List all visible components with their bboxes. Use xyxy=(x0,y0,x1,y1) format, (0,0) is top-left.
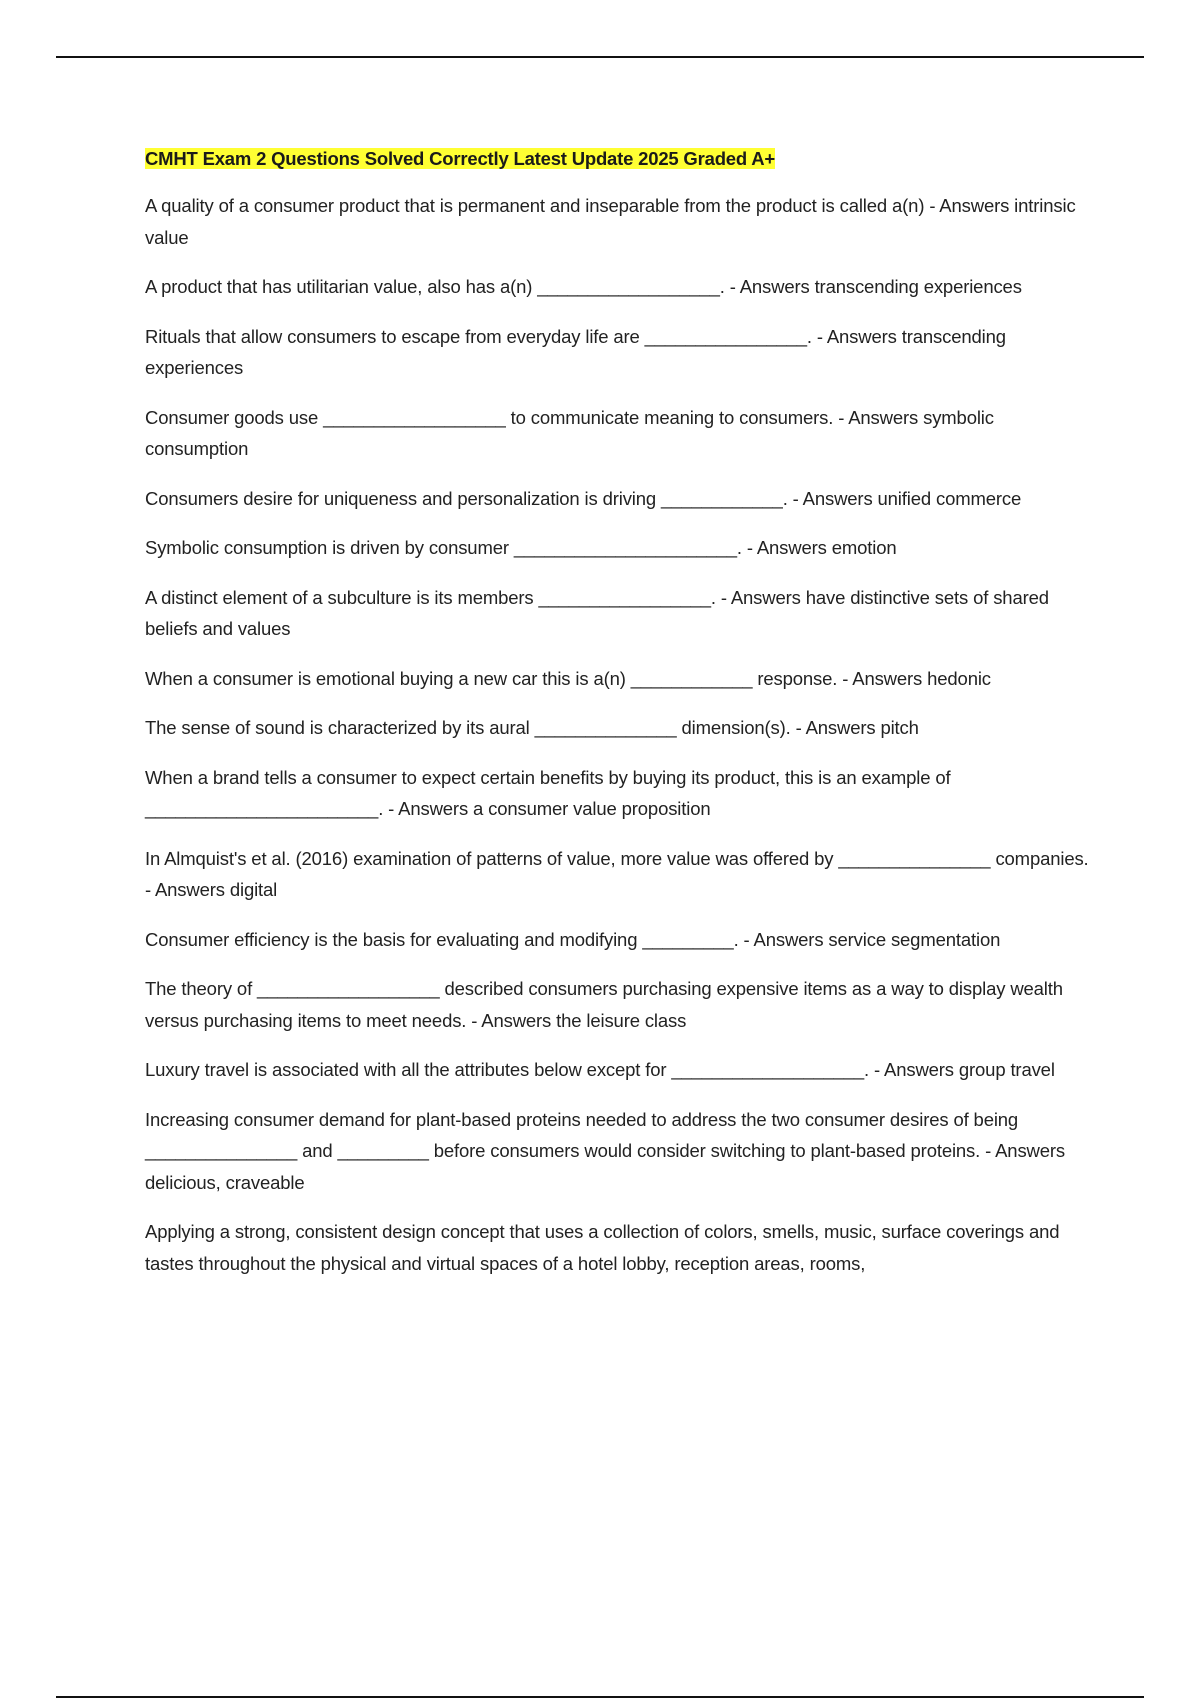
qa-item: Luxury travel is associated with all the attributes below except for ___________________. - Answers group travel xyxy=(145,1059,1055,1080)
qa-item: A quality of a consumer product that is permanent and inseparable from the product is called a(n) - Answers intrinsic value xyxy=(145,195,1076,248)
document-body xyxy=(145,144,1090,1297)
qa-item: The theory of __________________ described consumers purchasing expensive items as a way to display wealth versus purchasing items to meet needs. - Answers the leisure class xyxy=(145,978,1063,1031)
qa-item: Consumer efficiency is the basis for evaluating and modifying _________. - Answers service segmentation xyxy=(145,928,1001,950)
qa-item: Rituals that allow consumers to escape from everyday life are ________________. - Answers transcending experiences xyxy=(145,325,1006,378)
qa-item: A product that has utilitarian value, also has a(n) __________________. - Answers transcending experiences xyxy=(145,276,1022,297)
title-block xyxy=(145,144,1090,176)
qa-item: In Almquist's et al. (2016) examination of patterns of value, more value was offered by _______________ companies. - Answers digital xyxy=(145,847,1089,900)
header-rule xyxy=(56,56,1144,58)
qa-item: Symbolic consumption is driven by consumer ______________________. - Answers emotion xyxy=(145,537,897,558)
qa-item: Consumers desire for uniqueness and personalization is driving ____________. - Answers unified commerce xyxy=(145,487,1022,509)
qa-item: Increasing consumer demand for plant-based proteins needed to address the two consumer desires of being _______________ and _________ before consumers would consider switching to plant-based proteins. - Answers delicious, craveable xyxy=(145,1108,1066,1193)
footer-rule xyxy=(56,1696,1144,1698)
qa-item: Consumer goods use __________________ to communicate meaning to consumers. - Answers symbolic consumption xyxy=(145,406,994,459)
qa-item: When a consumer is emotional buying a new car this is a(n) ____________ response. - Answers hedonic xyxy=(145,667,991,689)
document-title: CMHT Exam 2 Questions Solved Correctly Latest Update 2025 Graded A+ xyxy=(145,148,776,169)
qa-item: When a brand tells a consumer to expect certain benefits by buying its product, this is an example of _______________________. - Answers a consumer value proposition xyxy=(145,766,951,819)
qa-item: A distinct element of a subculture is its members _________________. - Answers have distinctive sets of shared beliefs and values xyxy=(145,586,1049,639)
qa-item: Applying a strong, consistent design concept that uses a collection of colors, smells, music, surface coverings and tastes throughout the physical and virtual spaces of a hotel lobby, reception areas, rooms, xyxy=(145,1221,1060,1274)
qa-item: The sense of sound is characterized by its aural ______________ dimension(s). - Answers pitch xyxy=(145,717,919,738)
